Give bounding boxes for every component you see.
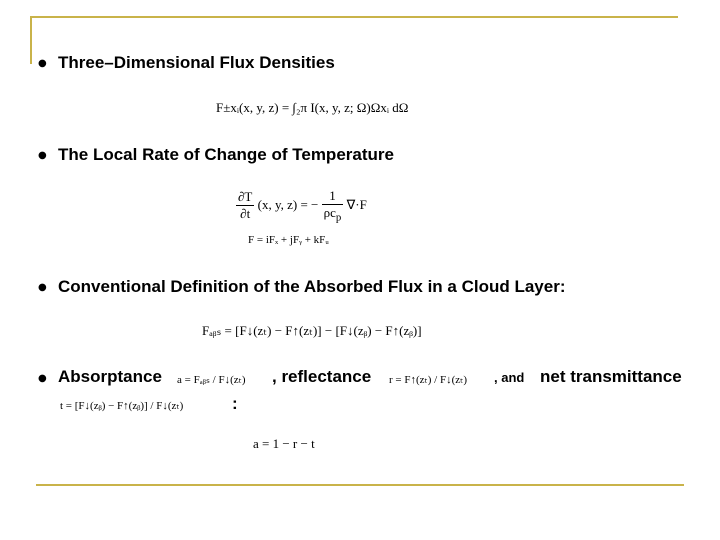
denominator <box>322 205 344 224</box>
equation-transmittance: t = [F↓(zᵦ) − F↑(zᵦ)] / F↓(zₜ) <box>60 400 184 412</box>
divergence-F: ∇·F <box>346 196 367 212</box>
equation-reflectance: r = F↑(zₜ) / F↓(zₜ) <box>389 374 468 386</box>
label-net-transmittance: net transmittance <box>540 367 682 386</box>
rho-c: ρc <box>323 205 336 220</box>
equation-absorptance: a = Fₐᵦₛ / F↓(zₜ) <box>177 374 246 386</box>
equation-temperature-rate <box>236 188 367 224</box>
subscript-p: p <box>335 211 342 224</box>
bullet-icon: ● <box>38 373 47 384</box>
heading-temperature-rate: The Local Rate of Change of Temperature <box>58 145 394 164</box>
equation-absorbed-flux: Fₐᵦₛ = [F↓(zₜ) − F↑(zₜ)] − [F↓(zᵦ) − F↑(zᵦ)] <box>202 323 422 338</box>
equation-vector-F: F = iFₓ + jFᵧ + kFᵤ <box>248 234 329 246</box>
left-rule <box>30 16 32 64</box>
heading-absorbed-flux: Conventional Definition of the Absorbed Flux in a Cloud Layer: <box>58 277 566 296</box>
numerator: 1 <box>322 188 344 205</box>
top-rule <box>30 16 678 18</box>
label-reflectance: , reflectance <box>272 367 372 386</box>
label-and: , and <box>494 370 525 385</box>
temperature-args: (x, y, z) = − <box>257 196 319 212</box>
heading-absorptance: Absorptance <box>58 367 162 386</box>
fraction-one-over-rho-cp <box>322 188 344 224</box>
bullet-icon: ● <box>38 58 47 69</box>
fraction-dT-dt <box>236 189 254 222</box>
numerator: ∂T <box>238 189 253 205</box>
colon: : <box>232 394 238 413</box>
bottom-rule <box>36 484 684 486</box>
heading-flux-densities: Three–Dimensional Flux Densities <box>58 53 335 72</box>
equation-sum-rule: a = 1 − r − t <box>253 436 315 451</box>
equation-flux-density: F±xᵢ(x, y, z) = ∫₂π I(x, y, z; Ω)Ωxᵢ dΩ <box>216 100 409 115</box>
bullet-icon: ● <box>38 282 47 293</box>
bullet-icon: ● <box>38 150 47 161</box>
denominator: ∂t <box>240 206 251 222</box>
